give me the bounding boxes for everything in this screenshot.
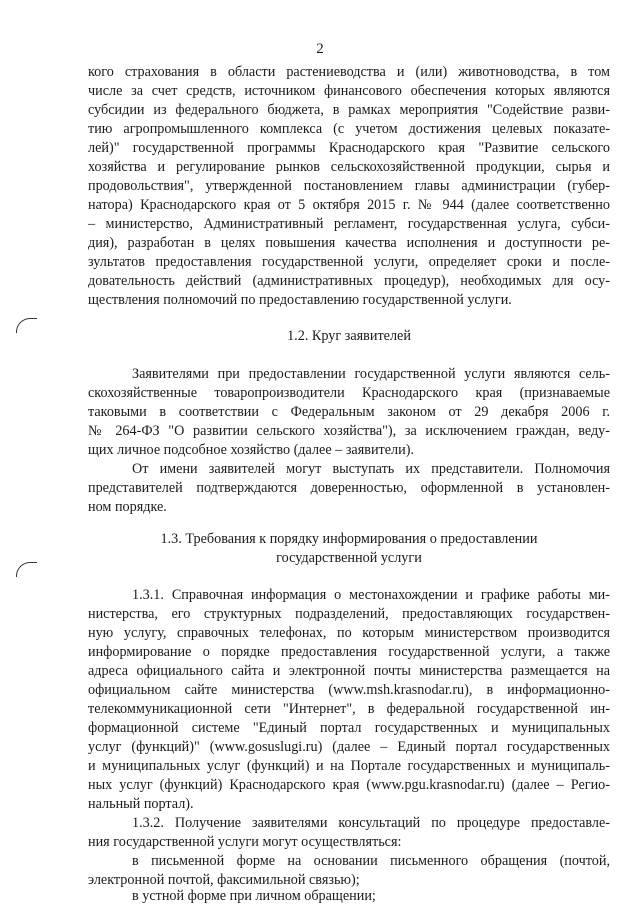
section-heading: 1.2. Круг заявителей — [287, 328, 411, 344]
text-line: Заявителями при предоставлении государственной услуги являются сель- — [132, 366, 610, 382]
text-line: услуг (функций)" (www.gosuslugi.ru) (далее – Единый портал государственных — [88, 739, 610, 755]
text-line: таковыми в соответствии с Федеральным законом от 29 декабря 2006 г. — [88, 404, 610, 420]
section-heading: 1.3. Требования к порядку информирования о предоставлении — [160, 531, 538, 547]
text-line: ния государственной услуги могут осуществляться: — [88, 834, 402, 850]
text-line: зультатов предоставления государственной услуги, определяет сроки и после- — [88, 254, 610, 270]
text-line: официальном сайте министерства (www.msh.krasnodar.ru), в информационно- — [88, 682, 610, 698]
text-line: ных услуг (функций) Краснодарского края (www.pgu.krasnodar.ru) (далее – Регио- — [88, 777, 610, 793]
text-line: электронной почтой, факсимильной связью); — [88, 872, 360, 888]
text-line: адреса официального сайта и электронной почты министерства размещается на — [88, 663, 610, 679]
text-line: ном порядке. — [88, 499, 167, 515]
section-heading: государственной услуги — [276, 550, 422, 566]
text-line: – министерство, Административный регламент, государственная услуга, субси- — [88, 216, 610, 232]
text-line: натора) Краснодарского края от 5 октября 2015 г. № 944 (далее соответственно — [88, 197, 610, 213]
text-line: нистерства, его структурных подразделений, предоставляющих государствен- — [88, 606, 610, 622]
text-line: в письменной форме на основании письменного обращения (почтой, — [132, 853, 610, 869]
text-line: ную услугу, справочных телефонах, по которым министерством производится — [88, 625, 610, 641]
text-line: телекоммуникационной сети "Интернет", в федеральной государственной ин- — [88, 701, 610, 717]
text-line: информирование о порядке предоставления государственной услуги, а также — [88, 644, 610, 660]
text-line: довательность действий (административных процедур), необходимых для осу- — [88, 273, 610, 289]
binding-hole-mark — [16, 318, 37, 333]
text-line: формационной системе "Единый портал государственных и муниципальных — [88, 720, 610, 736]
text-line: тию агропромышленного комплекса (с учетом достижения целевых показате- — [88, 121, 610, 137]
text-line: лей)" государственной программы Краснодарского края "Развитие сельского — [88, 140, 610, 156]
text-line: скохозяйственные товаропроизводители Краснодарского края (признаваемые — [88, 385, 610, 401]
text-line: нальный портал). — [88, 796, 194, 812]
text-line: № 264-ФЗ "О развитии сельского хозяйства"), за исключением граждан, веду- — [88, 423, 610, 439]
text-line: кого страхования в области растениеводства и (или) животноводства, в том — [88, 64, 610, 80]
page-number: 2 — [316, 41, 324, 57]
text-line: 1.3.2. Получение заявителями консультаций по процедуре предоставле- — [132, 815, 610, 831]
text-line: дия), разработан в целях повышения качества исполнения и доступности ре- — [88, 235, 610, 251]
text-line: хозяйства и регулирование рынков сельскохозяйственной продукции, сырья и — [88, 159, 610, 175]
text-line: ществления полномочий по предоставлению государственной услуги. — [88, 292, 512, 308]
binding-hole-mark — [16, 562, 37, 577]
text-line: 1.3.1. Справочная информация о местонахождении и графике работы ми- — [132, 587, 610, 603]
text-line: От имени заявителей могут выступать их представители. Полномочия — [132, 461, 610, 477]
text-line: и муниципальных услуг (функций) и на Портале государственных и муниципаль- — [88, 758, 610, 774]
text-line: представителей подтверждаются доверенностью, оформленной в установлен- — [88, 480, 610, 496]
text-line: щих личное подсобное хозяйство (далее – заявители). — [88, 442, 414, 458]
text-line: продовольствия", утвержденной постановлением главы администрации (губер- — [88, 178, 610, 194]
text-line: числе за счет средств, источником финансового обеспечения которых являются — [88, 83, 610, 99]
text-line: в устной форме при личном обращении; — [132, 888, 376, 904]
text-line: субсидии из федерального бюджета, в рамках мероприятия "Содействие разви- — [88, 102, 610, 118]
